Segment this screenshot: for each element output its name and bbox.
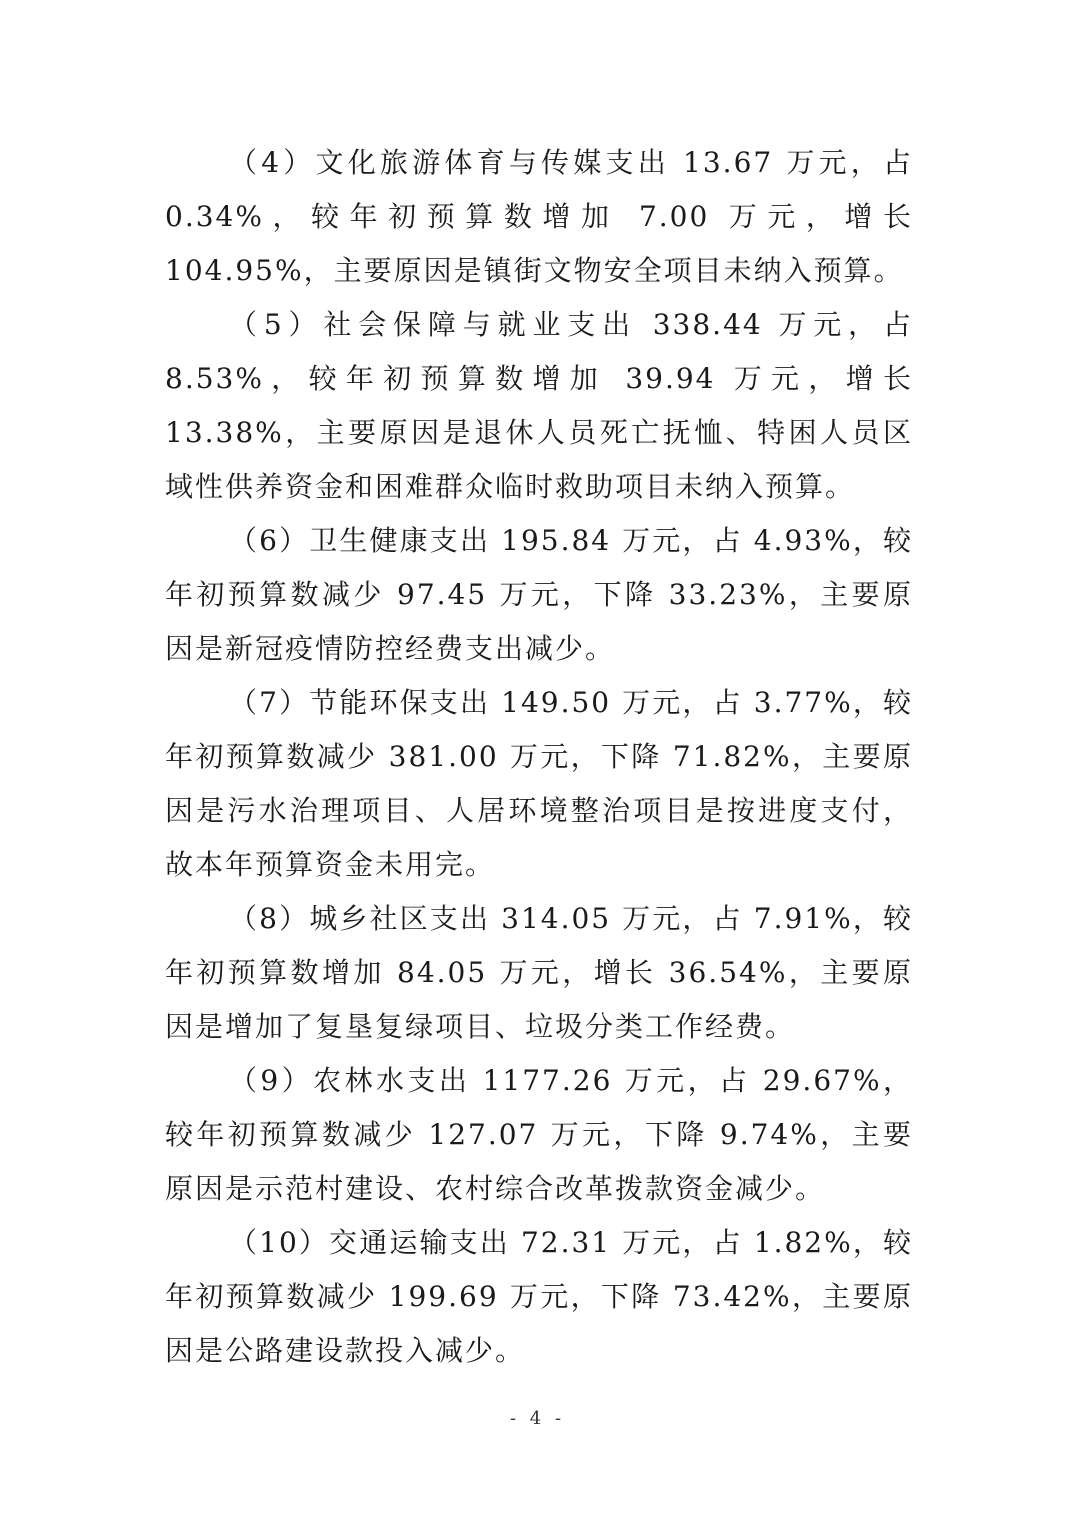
paragraph-transportation: （10）交通运输支出 72.31 万元，占 1.82%，较年初预算数减少 199.69 万元，下降 73.42%，主要原因是公路建设款投入减少。 [165, 1226, 913, 1367]
paragraph-health: （6）卫生健康支出 195.84 万元，占 4.93%，较年初预算数减少 97.45 万元，下降 33.23%，主要原因是新冠疫情防控经费支出减少。 [165, 524, 913, 665]
page-number: - 4 - [509, 1408, 566, 1429]
paragraph-urban-rural-community: （8）城乡社区支出 314.05 万元，占 7.91%，较年初预算数增加 84.05 万元，增长 36.54%，主要原因是增加了复垦复绿项目、垃圾分类工作经费。 [165, 902, 913, 1043]
document-body [165, 136, 913, 1378]
paragraph-social-security-employment: （5）社会保障与就业支出 338.44 万元，占 8.53%，较年初预算数增加 39.94 万元，增长 13.38%，主要原因是退休人员死亡抚恤、特困人员区域性供养资金和困难群众临时救助项目未纳入预算。 [165, 308, 913, 503]
paragraph-culture-tourism-sports-media: （4）文化旅游体育与传媒支出 13.67 万元，占 0.34%，较年初预算数增加 7.00 万元，增长 104.95%，主要原因是镇街文物安全项目未纳入预算。 [165, 146, 913, 287]
paragraph-energy-environment: （7）节能环保支出 149.50 万元，占 3.77%，较年初预算数减少 381.00 万元，下降 71.82%，主要原因是污水治理项目、人居环境整治项目是按进度支付，故本年预算资金未用完。 [165, 686, 913, 881]
paragraph-agriculture-forestry-water: （9）农林水支出 1177.26 万元，占 29.67%，较年初预算数减少 127.07 万元，下降 9.74%，主要原因是示范村建设、农村综合改革拨款资金减少。 [165, 1064, 913, 1205]
